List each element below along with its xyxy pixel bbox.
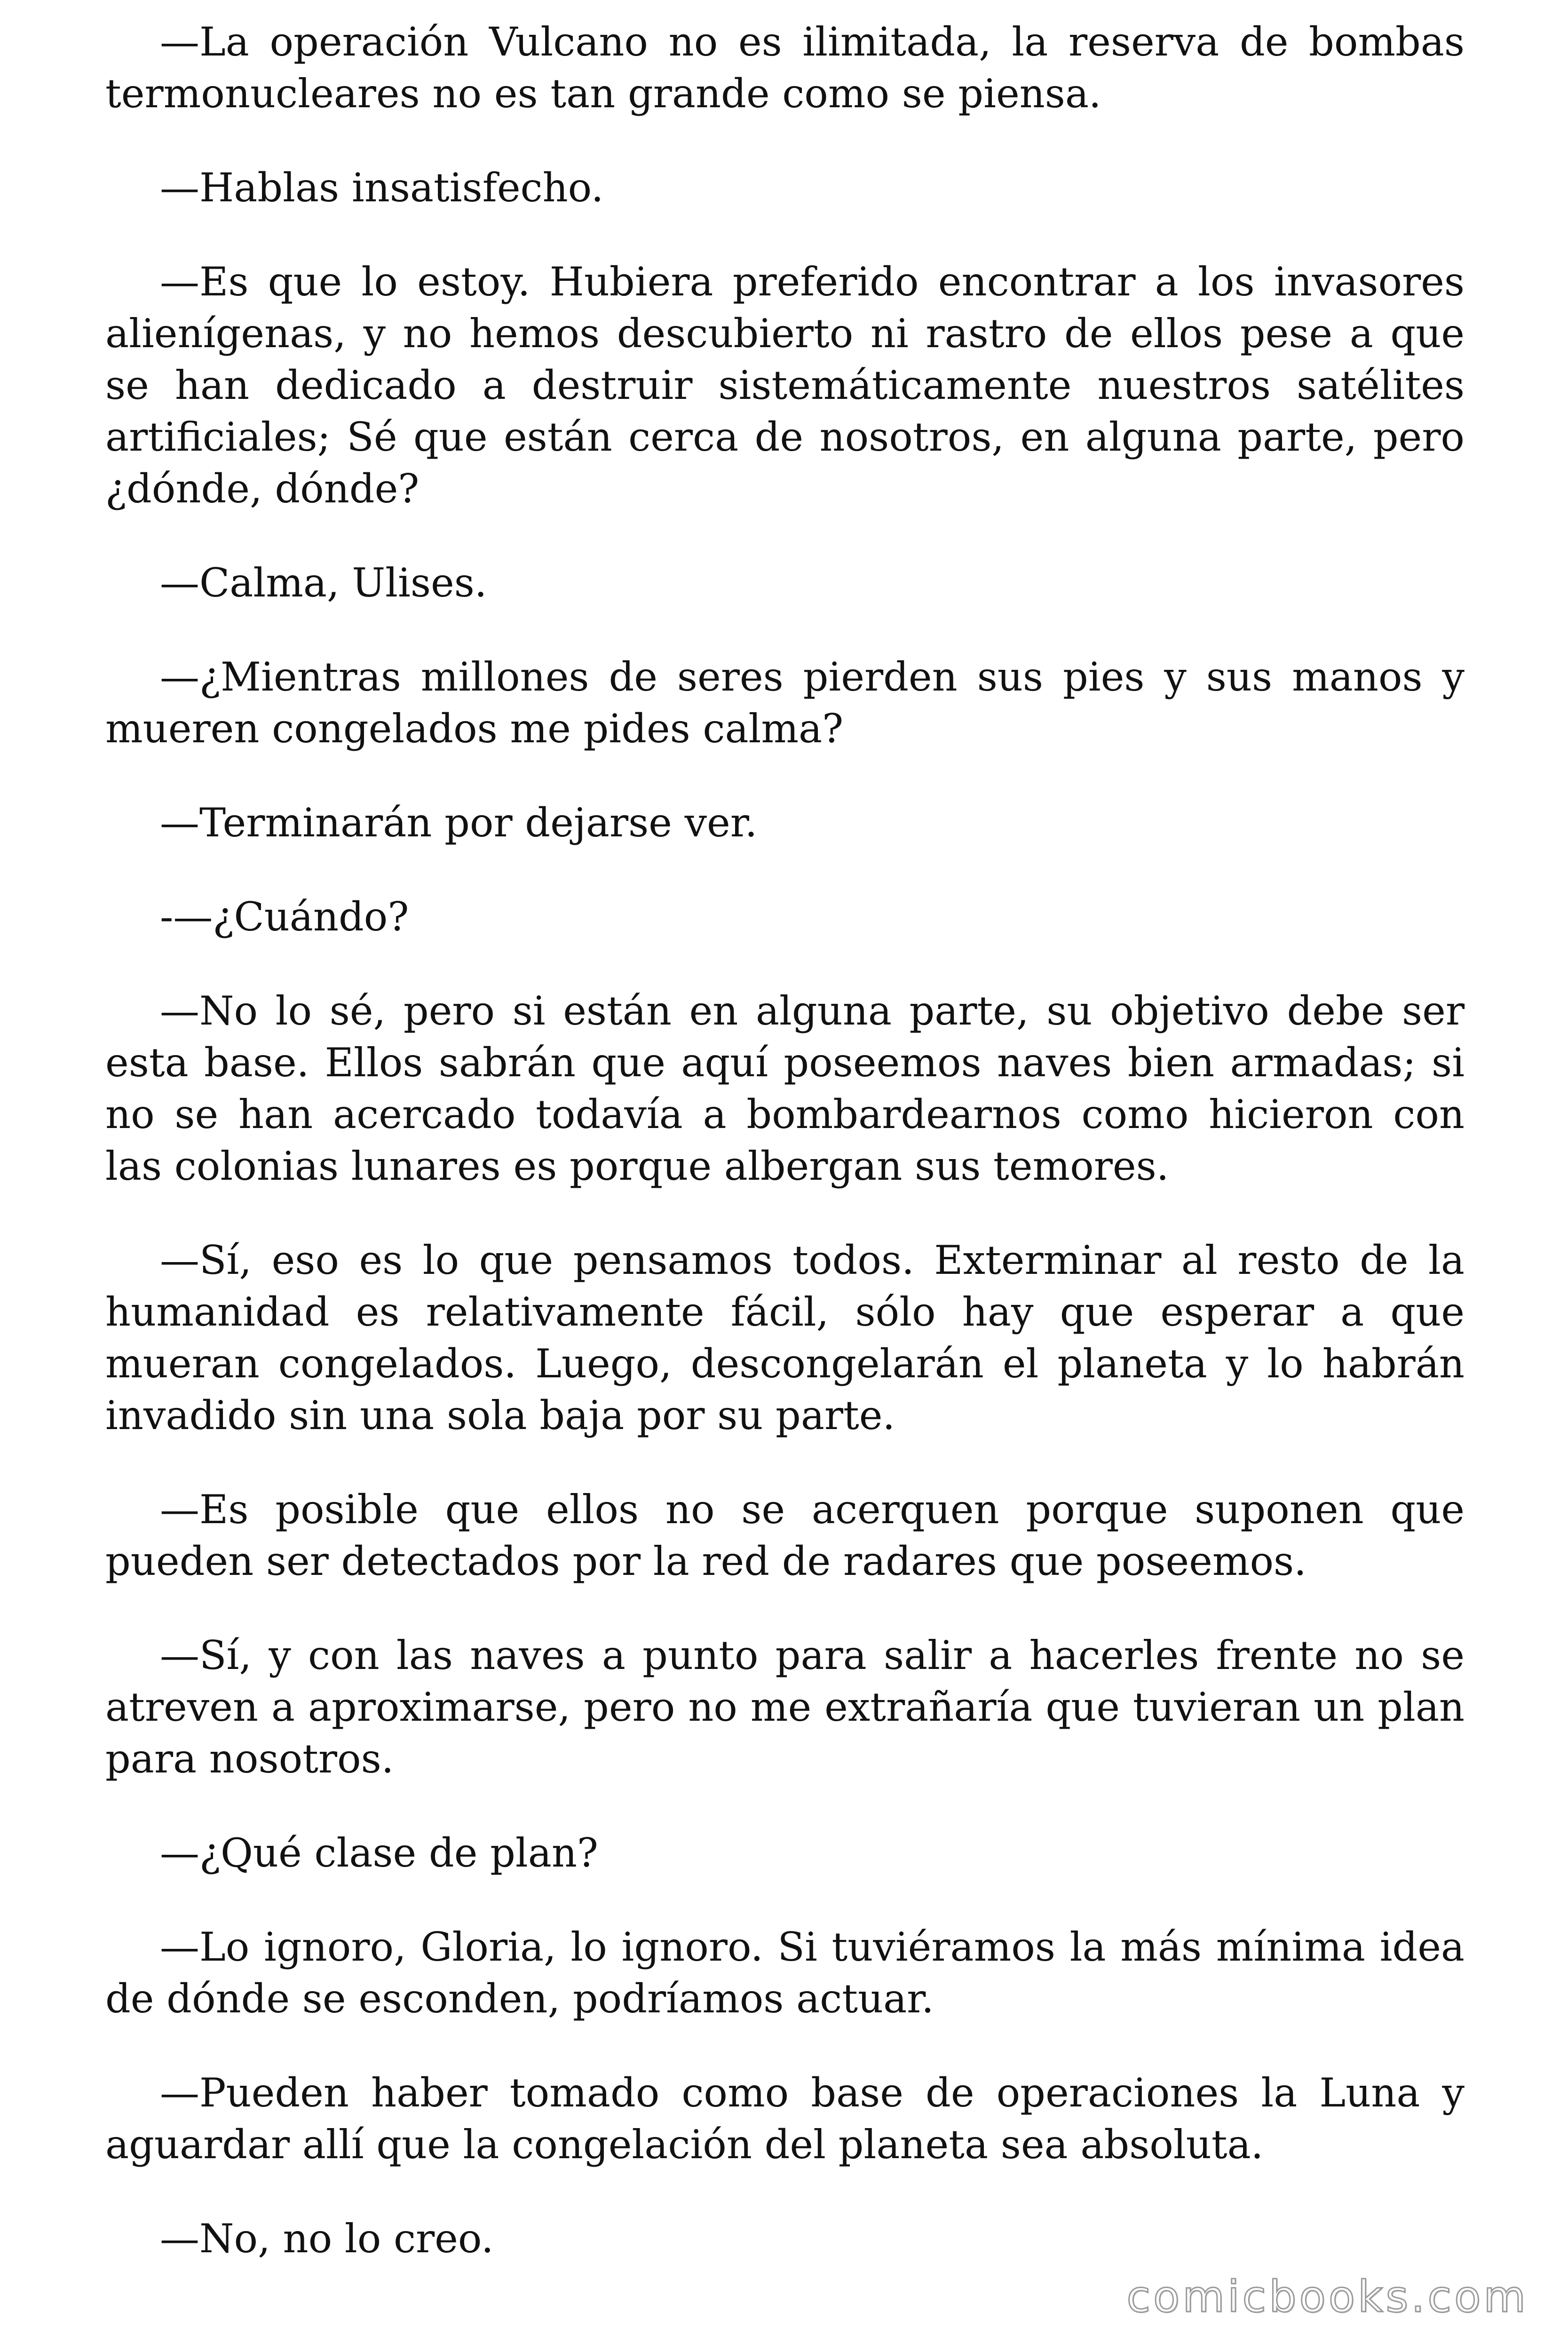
paragraph: —La operación Vulcano no es ilimitada, la reserva de bombas termonucleares no es tan grande como se piensa. xyxy=(105,19,1465,117)
paragraph: -—¿Cuándo? xyxy=(160,894,409,940)
paragraph: —Sí, eso es lo que pensamos todos. Exterminar al resto de la humanidad es relativamente fácil, sólo hay que esperar a que mueran congelados. Luego, descongelarán el planeta y lo habrán invadido sin una sola baja por su parte. xyxy=(105,1237,1465,1438)
paragraph: —Sí, y con las naves a punto para salir a hacerles frente no se atreven a aproximarse, pero no me extrañaría que tuvieran un plan para nosotros. xyxy=(105,1632,1465,1782)
paragraph: —Es posible que ellos no se acerquen porque suponen que pueden ser detectados por la red de radares que poseemos. xyxy=(105,1486,1465,1584)
paragraph: —Pueden haber tomado como base de operaciones la Luna y aguardar allí que la congelación del planeta sea absoluta. xyxy=(105,2070,1465,2168)
paragraph: —Terminarán por dejarse ver. xyxy=(160,800,758,846)
paragraph: —¿Mientras millones de seres pierden sus pies y sus manos y mueren congelados me pides calma? xyxy=(105,654,1465,752)
paragraph: —No lo sé, pero si están en alguna parte, su objetivo debe ser esta base. Ellos sabrán que aquí poseemos naves bien armadas; si no se han acercado todavía a bombardearnos como hicieron con las colonias lunares es porque albergan sus temores. xyxy=(105,988,1465,1189)
paragraph: —No, no lo creo. xyxy=(160,2216,494,2262)
paragraph: —¿Qué clase de plan? xyxy=(160,1830,598,1876)
paragraph: —Calma, Ulises. xyxy=(160,560,487,606)
watermark: comicbooks.com xyxy=(1126,2272,1528,2322)
paragraph: —Es que lo estoy. Hubiera preferido encontrar a los invasores alienígenas, y no hemos descubierto ni rastro de ellos pese a que se han dedicado a destruir sistemáticamente nuestros satélites artificiales; Sé que están cerca de nosotros, en alguna parte, pero ¿dónde, dónde? xyxy=(105,259,1465,512)
text-column xyxy=(105,16,1465,2307)
paragraph: —Lo ignoro, Gloria, lo ignoro. Si tuviéramos la más mínima idea de dónde se esconden, podríamos actuar. xyxy=(105,1924,1465,2022)
paragraph: —Hablas insatisfecho. xyxy=(160,165,604,211)
